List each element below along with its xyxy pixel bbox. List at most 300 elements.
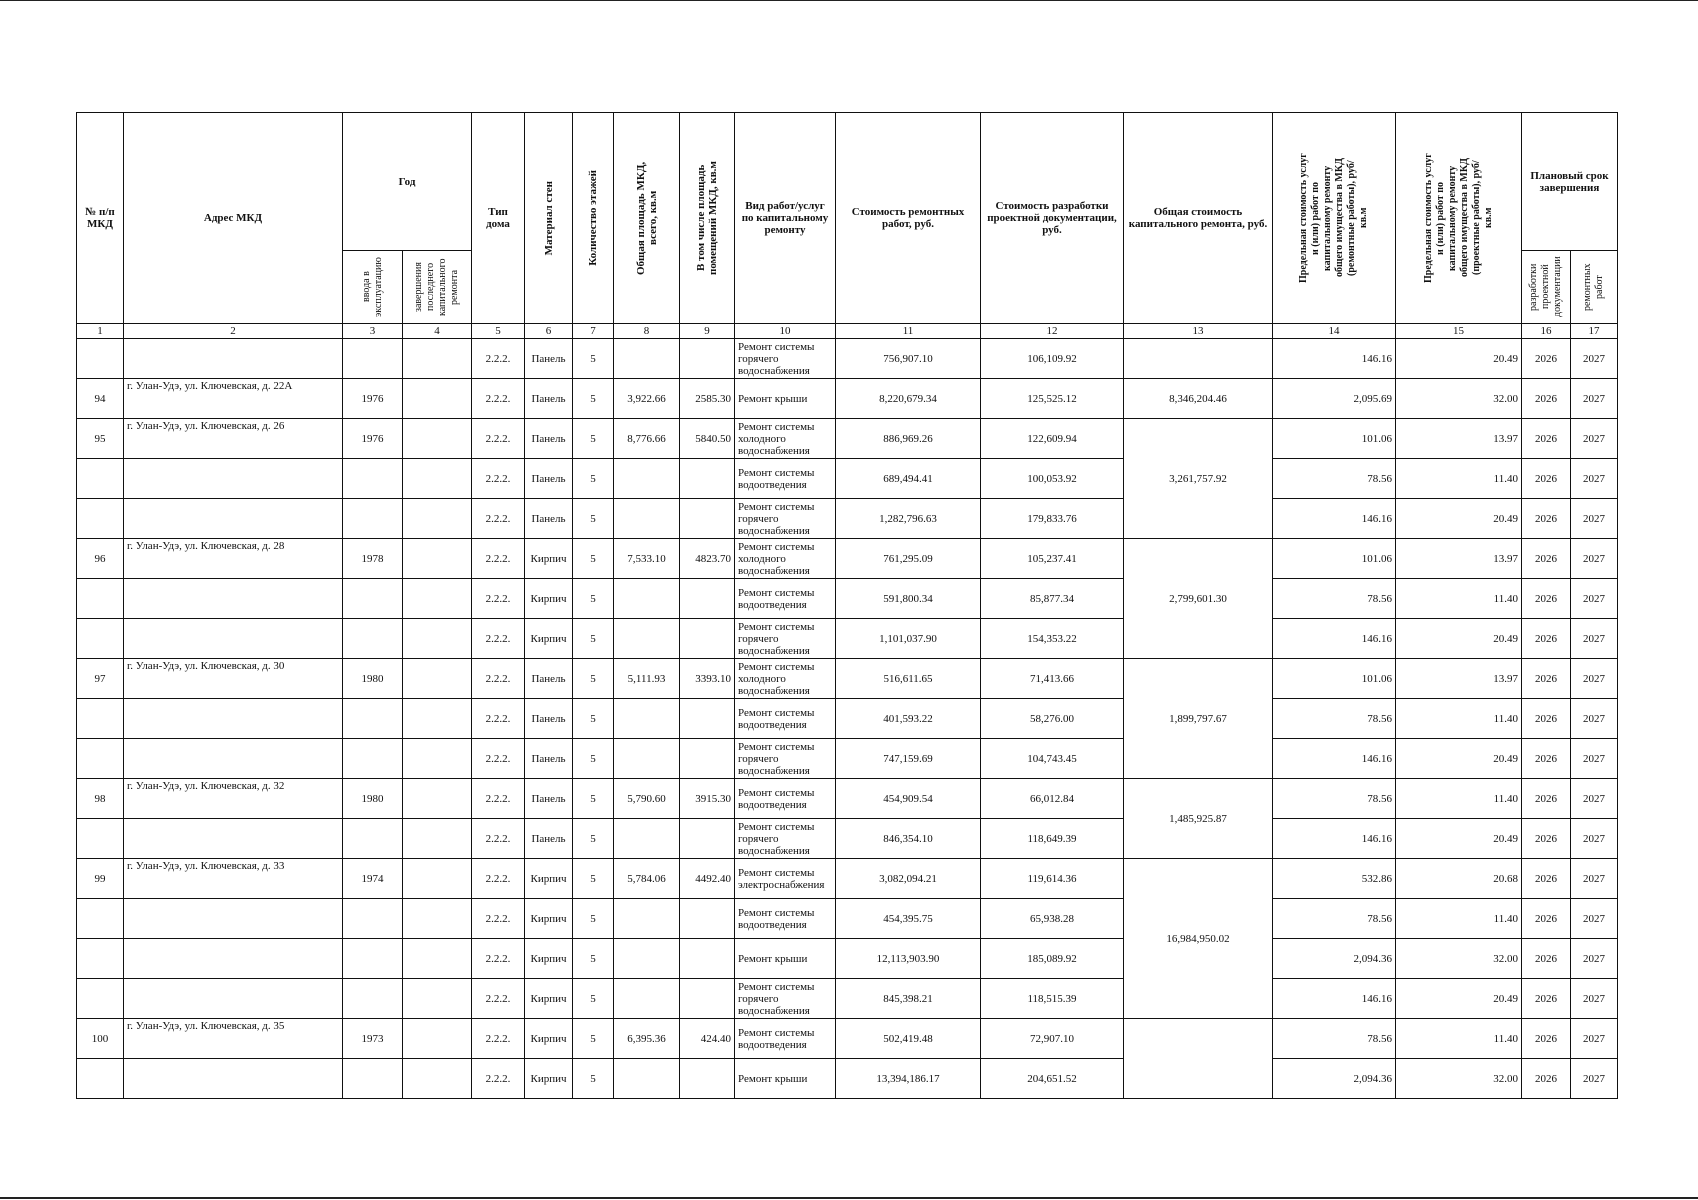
row-year-last-repair [403, 539, 472, 579]
row-address [124, 739, 343, 779]
row-premises-area [680, 619, 735, 659]
row-year-commission [343, 899, 403, 939]
row-year-commission [343, 939, 403, 979]
row-floors: 5 [573, 419, 614, 459]
row-wall-material: Кирпич [525, 899, 573, 939]
row-design-cost: 71,413.66 [981, 659, 1124, 699]
row-total-area [614, 899, 680, 939]
row-address: г. Улан-Удэ, ул. Ключевская, д. 22А [124, 379, 343, 419]
row-floors: 5 [573, 619, 614, 659]
column-number: 10 [735, 324, 836, 339]
row-year-commission [343, 459, 403, 499]
row-work-type: Ремонт системы водоотведения [735, 459, 836, 499]
capital-repair-table [76, 112, 1618, 1099]
row-repair-cost: 401,593.22 [836, 699, 981, 739]
header-premises-area [680, 113, 735, 324]
row-work-type: Ремонт системы горячего водоснабжения [735, 339, 836, 379]
row-floors: 5 [573, 939, 614, 979]
row-work-type: Ремонт крыши [735, 1059, 836, 1099]
row-design-cost: 154,353.22 [981, 619, 1124, 659]
row-total-cost: 1,485,925.87 [1124, 779, 1273, 859]
row-house-type: 2.2.2. [472, 619, 525, 659]
row-work-type: Ремонт системы холодного водоснабжения [735, 419, 836, 459]
row-total-cost: 3,261,757.92 [1124, 419, 1273, 539]
row-deadline-design: 2026 [1522, 339, 1571, 379]
row-house-type: 2.2.2. [472, 499, 525, 539]
row-total-area: 3,922.66 [614, 379, 680, 419]
row-year-commission [343, 699, 403, 739]
row-total-area [614, 499, 680, 539]
row-repair-cost: 846,354.10 [836, 819, 981, 859]
row-work-type: Ремонт системы электроснабжения [735, 859, 836, 899]
row-total-area: 8,776.66 [614, 419, 680, 459]
row-total-area [614, 739, 680, 779]
row-deadline-repair: 2027 [1571, 459, 1618, 499]
scan-edge-line [0, 1197, 1698, 1199]
column-number: 1 [77, 324, 124, 339]
row-repair-cost: 756,907.10 [836, 339, 981, 379]
row-house-type: 2.2.2. [472, 1019, 525, 1059]
row-floors: 5 [573, 1019, 614, 1059]
row-limit-design: 11.40 [1396, 459, 1522, 499]
row-address [124, 979, 343, 1019]
row-limit-design: 11.40 [1396, 1019, 1522, 1059]
row-design-cost: 85,877.34 [981, 579, 1124, 619]
row-wall-material: Панель [525, 659, 573, 699]
row-number [77, 499, 124, 539]
table-row [77, 699, 1618, 739]
row-repair-cost: 1,282,796.63 [836, 499, 981, 539]
row-year-commission: 1976 [343, 419, 403, 459]
row-year-commission [343, 579, 403, 619]
row-floors: 5 [573, 819, 614, 859]
row-design-cost: 118,515.39 [981, 979, 1124, 1019]
row-limit-design: 11.40 [1396, 699, 1522, 739]
row-year-last-repair [403, 699, 472, 739]
row-total-cost: 2,799,601.30 [1124, 539, 1273, 659]
row-floors: 5 [573, 739, 614, 779]
row-floors: 5 [573, 659, 614, 699]
row-design-cost: 125,525.12 [981, 379, 1124, 419]
row-address [124, 499, 343, 539]
row-address [124, 579, 343, 619]
row-limit-design: 20.49 [1396, 819, 1522, 859]
row-year-commission: 1974 [343, 859, 403, 899]
row-number: 94 [77, 379, 124, 419]
row-deadline-repair: 2027 [1571, 779, 1618, 819]
row-number [77, 699, 124, 739]
row-year-last-repair [403, 779, 472, 819]
header-limit-repair-text: Предельная стоимость услуг и (или) работ по капитальному ремонту общего имущества в МКД (ремонтные работы), руб/кв.м [1298, 153, 1369, 283]
row-repair-cost: 516,611.65 [836, 659, 981, 699]
row-deadline-repair: 2027 [1571, 1019, 1618, 1059]
row-deadline-design: 2026 [1522, 739, 1571, 779]
row-premises-area: 424.40 [680, 1019, 735, 1059]
row-total-area [614, 619, 680, 659]
row-limit-repair: 101.06 [1273, 539, 1396, 579]
row-deadline-repair: 2027 [1571, 859, 1618, 899]
column-number-row [77, 324, 1618, 339]
row-number: 100 [77, 1019, 124, 1059]
row-year-commission [343, 819, 403, 859]
row-premises-area [680, 459, 735, 499]
row-deadline-repair: 2027 [1571, 899, 1618, 939]
table-row [77, 1059, 1618, 1099]
row-premises-area: 4823.70 [680, 539, 735, 579]
row-deadline-design: 2026 [1522, 819, 1571, 859]
row-design-cost: 100,053.92 [981, 459, 1124, 499]
row-limit-repair: 78.56 [1273, 899, 1396, 939]
table-row [77, 659, 1618, 699]
row-year-last-repair [403, 379, 472, 419]
row-design-cost: 105,237.41 [981, 539, 1124, 579]
row-deadline-repair: 2027 [1571, 339, 1618, 379]
row-premises-area: 4492.40 [680, 859, 735, 899]
header-deadline-design-text: разработки проектной документации [1528, 256, 1563, 318]
row-deadline-design: 2026 [1522, 379, 1571, 419]
header-wall-material [525, 113, 573, 324]
row-year-last-repair [403, 899, 472, 939]
row-design-cost: 66,012.84 [981, 779, 1124, 819]
column-number: 17 [1571, 324, 1618, 339]
row-deadline-repair: 2027 [1571, 979, 1618, 1019]
row-limit-design: 20.49 [1396, 619, 1522, 659]
row-house-type: 2.2.2. [472, 379, 525, 419]
row-limit-repair: 146.16 [1273, 619, 1396, 659]
row-deadline-design: 2026 [1522, 1019, 1571, 1059]
row-year-last-repair [403, 859, 472, 899]
row-year-last-repair [403, 619, 472, 659]
row-limit-design: 32.00 [1396, 1059, 1522, 1099]
row-year-last-repair [403, 659, 472, 699]
header-total-area-text: Общая площадь МКД, всего, кв.м [634, 161, 659, 275]
row-wall-material: Панель [525, 819, 573, 859]
row-total-cost [1124, 1019, 1273, 1099]
row-repair-cost: 591,800.34 [836, 579, 981, 619]
row-floors: 5 [573, 899, 614, 939]
row-house-type: 2.2.2. [472, 739, 525, 779]
row-repair-cost: 747,159.69 [836, 739, 981, 779]
row-total-cost: 16,984,950.02 [1124, 859, 1273, 1019]
row-year-commission: 1980 [343, 659, 403, 699]
row-wall-material: Панель [525, 739, 573, 779]
row-limit-repair: 2,094.36 [1273, 1059, 1396, 1099]
row-work-type: Ремонт крыши [735, 939, 836, 979]
row-wall-material: Панель [525, 339, 573, 379]
row-design-cost: 179,833.76 [981, 499, 1124, 539]
row-repair-cost: 1,101,037.90 [836, 619, 981, 659]
row-deadline-design: 2026 [1522, 699, 1571, 739]
table-row [77, 419, 1618, 459]
row-work-type: Ремонт системы водоотведения [735, 699, 836, 739]
row-floors: 5 [573, 459, 614, 499]
row-deadline-design: 2026 [1522, 619, 1571, 659]
column-number: 3 [343, 324, 403, 339]
row-design-cost: 58,276.00 [981, 699, 1124, 739]
row-deadline-repair: 2027 [1571, 659, 1618, 699]
row-limit-repair: 2,094.36 [1273, 939, 1396, 979]
row-total-area: 5,111.93 [614, 659, 680, 699]
header-address: Адрес МКД [124, 113, 343, 324]
row-limit-design: 20.49 [1396, 499, 1522, 539]
row-limit-repair: 101.06 [1273, 419, 1396, 459]
row-year-commission [343, 339, 403, 379]
row-limit-design: 20.68 [1396, 859, 1522, 899]
row-wall-material: Кирпич [525, 1059, 573, 1099]
row-number [77, 619, 124, 659]
row-repair-cost: 3,082,094.21 [836, 859, 981, 899]
row-year-commission: 1973 [343, 1019, 403, 1059]
row-premises-area [680, 899, 735, 939]
row-year-commission [343, 499, 403, 539]
row-floors: 5 [573, 779, 614, 819]
row-work-type: Ремонт системы горячего водоснабжения [735, 739, 836, 779]
table-row [77, 939, 1618, 979]
row-number [77, 459, 124, 499]
header-deadline-repair [1571, 251, 1618, 324]
row-design-cost: 204,651.52 [981, 1059, 1124, 1099]
row-number [77, 819, 124, 859]
row-premises-area [680, 819, 735, 859]
row-repair-cost: 8,220,679.34 [836, 379, 981, 419]
row-year-commission [343, 979, 403, 1019]
row-wall-material: Кирпич [525, 579, 573, 619]
row-repair-cost: 502,419.48 [836, 1019, 981, 1059]
header-house-type: Тип дома [472, 113, 525, 324]
scan-edge-line [0, 0, 1698, 1]
row-deadline-design: 2026 [1522, 659, 1571, 699]
header-deadline-repair-text: ремонтных работ [1582, 263, 1605, 311]
row-wall-material: Панель [525, 459, 573, 499]
row-repair-cost: 454,395.75 [836, 899, 981, 939]
table-row [77, 739, 1618, 779]
row-deadline-design: 2026 [1522, 499, 1571, 539]
row-deadline-design: 2026 [1522, 539, 1571, 579]
row-floors: 5 [573, 339, 614, 379]
row-work-type: Ремонт системы водоотведения [735, 579, 836, 619]
row-year-commission [343, 1059, 403, 1099]
row-work-type: Ремонт системы водоотведения [735, 1019, 836, 1059]
table-row [77, 779, 1618, 819]
header-design-cost: Стоимость разработки проектной документации, руб. [981, 113, 1124, 324]
row-total-area: 6,395.36 [614, 1019, 680, 1059]
row-year-last-repair [403, 579, 472, 619]
header-wall-material-text: Материал стен [542, 180, 555, 256]
row-work-type: Ремонт системы горячего водоснабжения [735, 499, 836, 539]
row-deadline-repair: 2027 [1571, 499, 1618, 539]
row-limit-repair: 146.16 [1273, 819, 1396, 859]
row-house-type: 2.2.2. [472, 779, 525, 819]
header-year-commission [343, 251, 403, 324]
row-premises-area: 2585.30 [680, 379, 735, 419]
row-limit-repair: 146.16 [1273, 739, 1396, 779]
row-limit-repair: 101.06 [1273, 659, 1396, 699]
header-deadline-design [1522, 251, 1571, 324]
table-row [77, 899, 1618, 939]
row-address [124, 819, 343, 859]
row-limit-design: 11.40 [1396, 579, 1522, 619]
row-address: г. Улан-Удэ, ул. Ключевская, д. 26 [124, 419, 343, 459]
table-row [77, 1019, 1618, 1059]
table-row [77, 459, 1618, 499]
row-limit-repair: 532.86 [1273, 859, 1396, 899]
row-year-last-repair [403, 739, 472, 779]
row-address [124, 899, 343, 939]
row-house-type: 2.2.2. [472, 819, 525, 859]
row-repair-cost: 13,394,186.17 [836, 1059, 981, 1099]
column-number: 12 [981, 324, 1124, 339]
header-total-area [614, 113, 680, 324]
row-floors: 5 [573, 499, 614, 539]
column-number: 11 [836, 324, 981, 339]
row-wall-material: Панель [525, 419, 573, 459]
row-number: 97 [77, 659, 124, 699]
column-number: 5 [472, 324, 525, 339]
row-floors: 5 [573, 1059, 614, 1099]
row-deadline-repair: 2027 [1571, 819, 1618, 859]
row-total-area [614, 979, 680, 1019]
row-wall-material: Кирпич [525, 939, 573, 979]
row-deadline-repair: 2027 [1571, 1059, 1618, 1099]
header-year-commission-text: ввода в эксплуатацию [360, 257, 384, 317]
table-row [77, 859, 1618, 899]
row-limit-repair: 146.16 [1273, 979, 1396, 1019]
row-limit-design: 13.97 [1396, 659, 1522, 699]
row-repair-cost: 12,113,903.90 [836, 939, 981, 979]
header-limit-repair [1273, 113, 1396, 324]
row-year-last-repair [403, 459, 472, 499]
row-floors: 5 [573, 979, 614, 1019]
row-year-commission [343, 739, 403, 779]
row-number: 99 [77, 859, 124, 899]
row-year-last-repair [403, 339, 472, 379]
row-house-type: 2.2.2. [472, 859, 525, 899]
column-number: 2 [124, 324, 343, 339]
row-design-cost: 185,089.92 [981, 939, 1124, 979]
row-wall-material: Панель [525, 379, 573, 419]
row-wall-material: Кирпич [525, 1019, 573, 1059]
row-deadline-repair: 2027 [1571, 419, 1618, 459]
row-year-commission [343, 619, 403, 659]
row-deadline-repair: 2027 [1571, 739, 1618, 779]
row-number [77, 939, 124, 979]
row-address: г. Улан-Удэ, ул. Ключевская, д. 33 [124, 859, 343, 899]
row-repair-cost: 454,909.54 [836, 779, 981, 819]
row-design-cost: 122,609.94 [981, 419, 1124, 459]
row-design-cost: 118,649.39 [981, 819, 1124, 859]
row-deadline-repair: 2027 [1571, 379, 1618, 419]
row-deadline-design: 2026 [1522, 899, 1571, 939]
row-house-type: 2.2.2. [472, 939, 525, 979]
row-house-type: 2.2.2. [472, 659, 525, 699]
row-address [124, 1059, 343, 1099]
table-body [77, 339, 1618, 1099]
row-limit-design: 32.00 [1396, 939, 1522, 979]
row-total-area [614, 819, 680, 859]
row-address [124, 699, 343, 739]
row-work-type: Ремонт системы горячего водоснабжения [735, 979, 836, 1019]
row-wall-material: Кирпич [525, 979, 573, 1019]
row-work-type: Ремонт системы холодного водоснабжения [735, 659, 836, 699]
row-work-type: Ремонт системы горячего водоснабжения [735, 619, 836, 659]
table-row [77, 539, 1618, 579]
row-limit-design: 20.49 [1396, 739, 1522, 779]
row-year-last-repair [403, 419, 472, 459]
row-design-cost: 72,907.10 [981, 1019, 1124, 1059]
row-house-type: 2.2.2. [472, 899, 525, 939]
row-premises-area [680, 939, 735, 979]
table-row [77, 579, 1618, 619]
row-deadline-design: 2026 [1522, 859, 1571, 899]
row-deadline-design: 2026 [1522, 939, 1571, 979]
row-limit-design: 11.40 [1396, 899, 1522, 939]
row-total-area [614, 579, 680, 619]
header-limit-design-text: Предельная стоимость услуг и (или) работ по капитальному ремонту общего имущества в МКД (проектные работы), руб/кв.м [1422, 153, 1494, 283]
row-deadline-repair: 2027 [1571, 939, 1618, 979]
row-deadline-design: 2026 [1522, 579, 1571, 619]
table-row [77, 339, 1618, 379]
row-address: г. Улан-Удэ, ул. Ключевская, д. 32 [124, 779, 343, 819]
row-house-type: 2.2.2. [472, 459, 525, 499]
row-number: 95 [77, 419, 124, 459]
row-limit-design: 32.00 [1396, 379, 1522, 419]
table-row [77, 979, 1618, 1019]
header-total-cost: Общая стоимость капитального ремонта, руб. [1124, 113, 1273, 324]
row-house-type: 2.2.2. [472, 579, 525, 619]
row-house-type: 2.2.2. [472, 979, 525, 1019]
row-floors: 5 [573, 379, 614, 419]
row-floors: 5 [573, 539, 614, 579]
row-house-type: 2.2.2. [472, 419, 525, 459]
row-total-area [614, 339, 680, 379]
row-total-area: 5,790.60 [614, 779, 680, 819]
row-number [77, 339, 124, 379]
row-year-commission: 1978 [343, 539, 403, 579]
row-year-commission: 1980 [343, 779, 403, 819]
row-limit-design: 20.49 [1396, 979, 1522, 1019]
row-address [124, 459, 343, 499]
row-year-last-repair [403, 499, 472, 539]
row-wall-material: Панель [525, 499, 573, 539]
row-limit-repair: 78.56 [1273, 779, 1396, 819]
column-number: 4 [403, 324, 472, 339]
column-number: 16 [1522, 324, 1571, 339]
row-design-cost: 65,938.28 [981, 899, 1124, 939]
row-deadline-repair: 2027 [1571, 579, 1618, 619]
row-limit-repair: 78.56 [1273, 699, 1396, 739]
row-work-type: Ремонт крыши [735, 379, 836, 419]
row-limit-repair: 146.16 [1273, 499, 1396, 539]
header-work-type: Вид работ/услуг по капитальному ремонту [735, 113, 836, 324]
row-floors: 5 [573, 699, 614, 739]
row-total-cost: 1,899,797.67 [1124, 659, 1273, 779]
column-number: 15 [1396, 324, 1522, 339]
row-premises-area [680, 579, 735, 619]
table-row [77, 819, 1618, 859]
row-year-last-repair [403, 939, 472, 979]
row-deadline-repair: 2027 [1571, 539, 1618, 579]
row-limit-design: 20.49 [1396, 339, 1522, 379]
row-house-type: 2.2.2. [472, 539, 525, 579]
row-premises-area [680, 699, 735, 739]
row-total-area [614, 1059, 680, 1099]
row-total-cost: 8,346,204.46 [1124, 379, 1273, 419]
row-year-last-repair [403, 1019, 472, 1059]
row-design-cost: 119,614.36 [981, 859, 1124, 899]
row-design-cost: 106,109.92 [981, 339, 1124, 379]
column-number: 14 [1273, 324, 1396, 339]
row-house-type: 2.2.2. [472, 1059, 525, 1099]
